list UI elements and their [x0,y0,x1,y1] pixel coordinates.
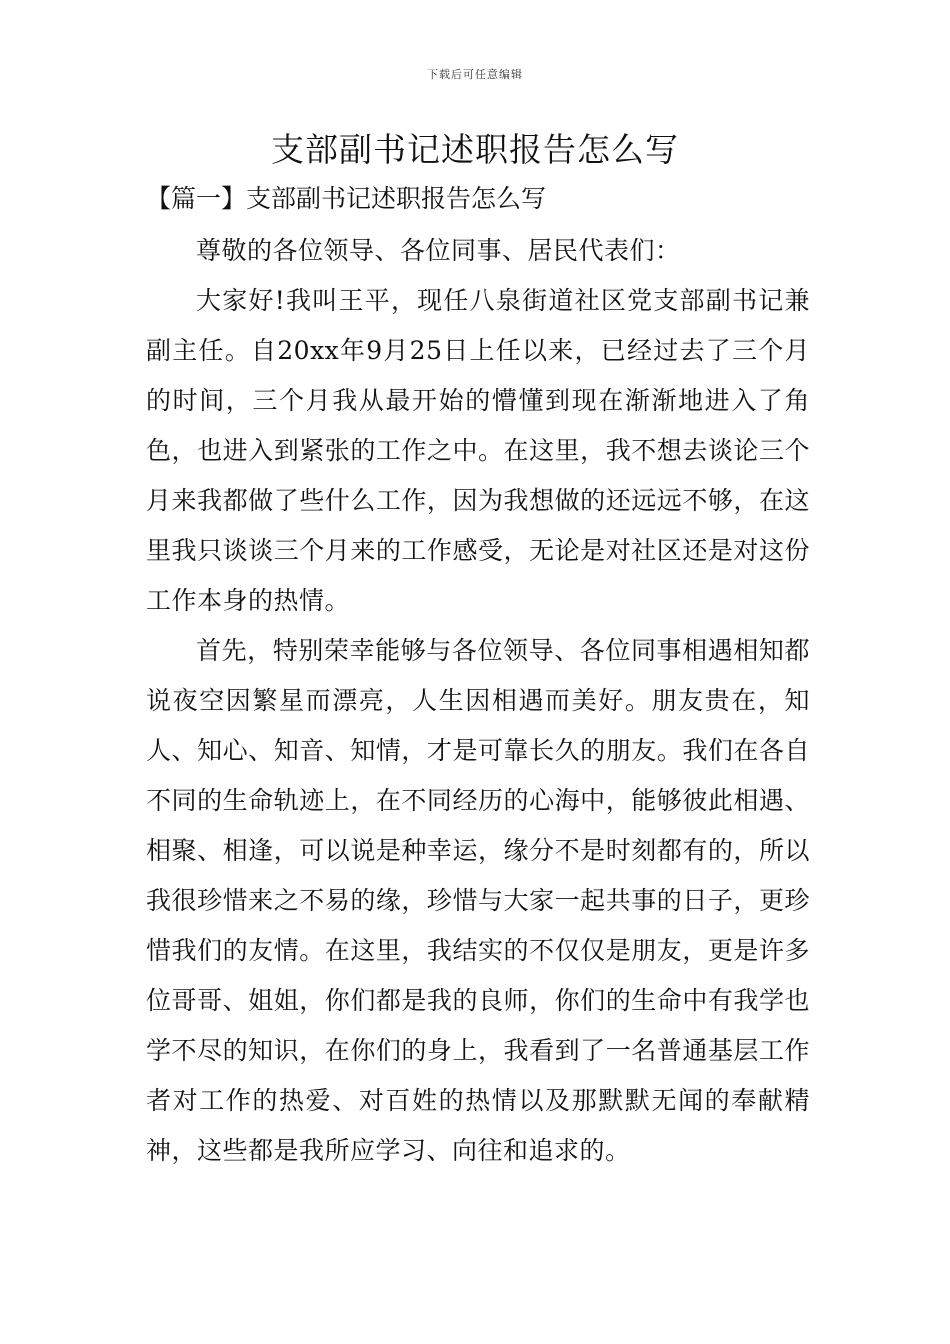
document-title: 支部副书记述职报告怎么写 [271,130,679,169]
paragraph-first-point: 首先，特别荣幸能够与各位领导、各位同事相遇相知都说夜空因繁星而漂亮，人生因相遇而美好。朋友贵在，知人、知心、知音、知情，才是可靠长久的朋友。我们在各自不同的生命轨迹上，在不同经历的心海中，能够彼此相遇、相聚、相逢，可以说是种幸运，缘分不是时刻都有的，所以我很珍惜来之不易的缘，珍惜与大家一起共事的日子，更珍惜我们的友情。在这里，我结实的不仅仅是朋友，更是许多位哥哥、姐姐，你们都是我的良师，你们的生命中有我学也学不尽的知识，在你们的身上，我看到了一名普通基层工作者对工作的热爱、对百姓的热情以及那默默无闻的奉献精神，这些都是我所应学习、向往和追求的。 [146,636,810,1165]
paragraph-introduction: 大家好!我叫王平，现任八泉街道社区党支部副书记兼副主任。自20xx年9月25日上任以来，已经过去了三个月的时间，三个月我从最开始的懵懂到现在渐渐地进入了角色，也进入到紧张的工作之中。在这里，我不想去谈论三个月来我都做了些什么工作，因为我想做的还远远不够，在这里我只谈谈三个月来的工作感受，无论是对社区还是对这份工作本身的热情。 [146,286,810,615]
document-body [146,226,810,1176]
paragraph-salutation: 尊敬的各位领导、各位同事、居民代表们： [196,236,681,265]
header-note: 下载后可任意编辑 [427,68,523,81]
section-heading: 【篇一】支部副书记述职报告怎么写 [146,184,547,213]
